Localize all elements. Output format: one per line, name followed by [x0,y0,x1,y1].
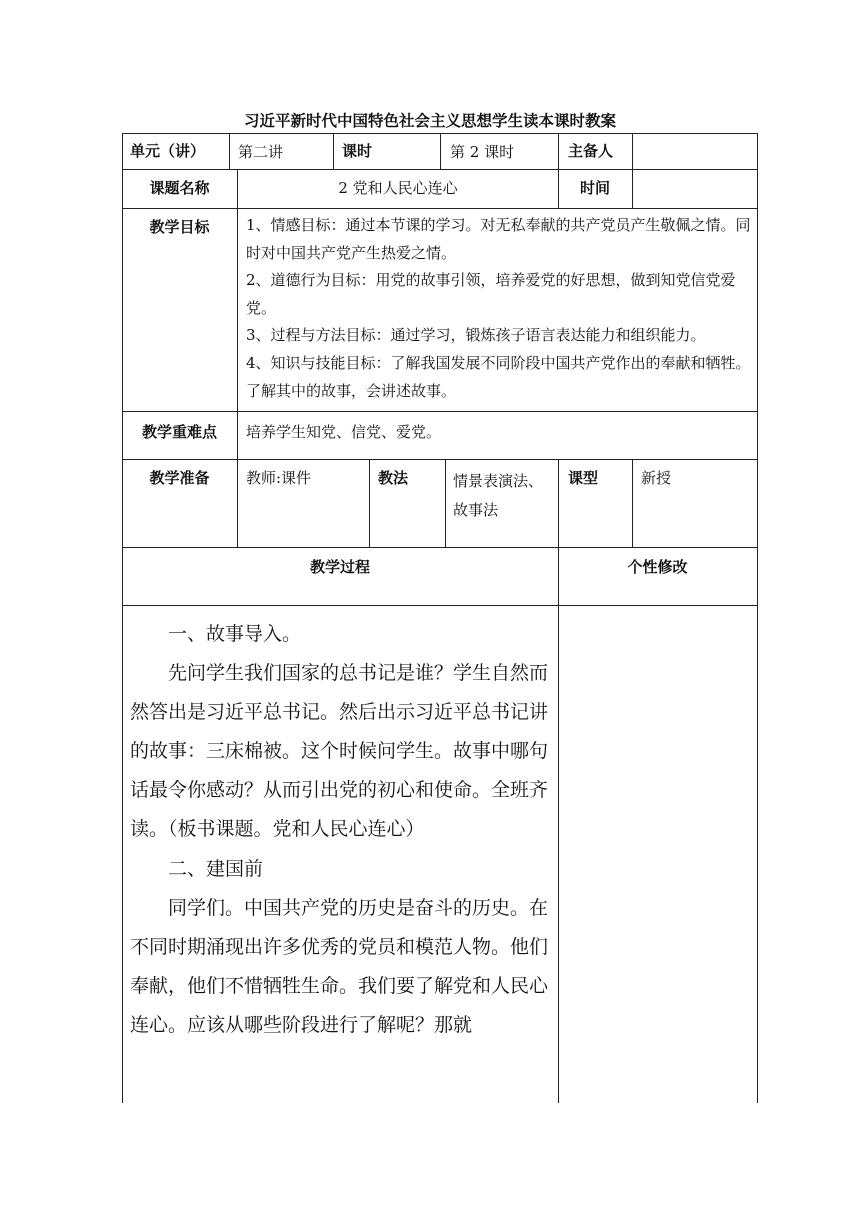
unit-label: 单元（讲） [130,142,206,160]
preparer-label: 主备人 [568,142,614,160]
prep-value: 教师:课件 [246,469,312,487]
table-border [122,605,758,606]
period-value: 第 2 课时 [450,143,515,161]
table-border [122,208,758,209]
method-value: 情景表演法、故事法 [453,472,544,519]
time-label: 时间 [579,179,610,197]
table-border [122,411,758,412]
objective-item: 1、情感目标：通过本节课的学习。对无私奉献的共产党员产生敬佩之情。同时对中国共产党产生热爱之情。 [246,216,751,262]
table-border [369,459,370,547]
objective-item: 2、道德行为目标：用党的故事引领，培养爱党的好思想，做到知党信党爱党。 [246,271,736,317]
table-border [229,133,230,169]
process-paragraph: 同学们。中国共产党的历史是奋斗的历史。在不同时期涌现出许多优秀的党员和模范人物。他们奉献，他们不惜牺牲生命。我们要了解党和人民心连心。应该从哪些阶段进行了解呢？那就 [130,896,549,1036]
objective-item: 4、知识与技能目标：了解我国发展不同阶段中国共产党作出的奉献和牺牲。了解其中的故事，会讲述故事。 [246,353,751,400]
table-border [632,459,633,547]
process-paragraph: 先问学生我们国家的总书记是谁？学生自然而然答出是习近平总书记。然后出示习近平总书记讲的故事：三床棉被。这个时候问学生。故事中哪句话最令你感动？从而引出党的初心和使命。全班齐读。（板书课题。党和人民心连心） [130,662,549,841]
process-paragraph: 一、故事导入。 [168,623,302,645]
table-border [445,459,446,547]
table-border [122,459,758,460]
key-points-value: 培养学生知党、信党、爱党。 [246,423,442,441]
objectives-label: 教学目标 [149,218,210,236]
table-border [440,133,441,169]
table-border [632,169,633,208]
topic-value: 2 党和人民心连心 [338,179,458,197]
table-border [333,133,334,169]
table-border [122,169,758,170]
topic-label: 课题名称 [149,179,210,197]
table-border-right [757,133,758,1103]
method-label: 教法 [378,469,409,487]
key-points-label: 教学重难点 [141,423,217,441]
table-border [122,547,758,548]
process-body [130,615,554,1045]
revision-label: 个性修改 [627,558,688,576]
period-label: 课时 [342,142,373,160]
objective-item: 3、过程与方法目标：通过学习，锻炼孩子语言表达能力和组织能力。 [246,326,706,345]
objectives-list [246,212,754,405]
type-value: 新授 [641,469,672,487]
process-label: 教学过程 [309,558,370,576]
table-border-left [122,133,123,1103]
table-border [632,133,633,169]
document-title: 习近平新时代中国特色社会主义思想学生读本课时教案 [243,112,616,130]
unit-value: 第二讲 [238,143,284,161]
table-border [237,169,238,547]
type-label: 课型 [568,469,599,487]
process-paragraph: 二、建国前 [168,857,264,880]
prep-label: 教学准备 [149,469,210,487]
